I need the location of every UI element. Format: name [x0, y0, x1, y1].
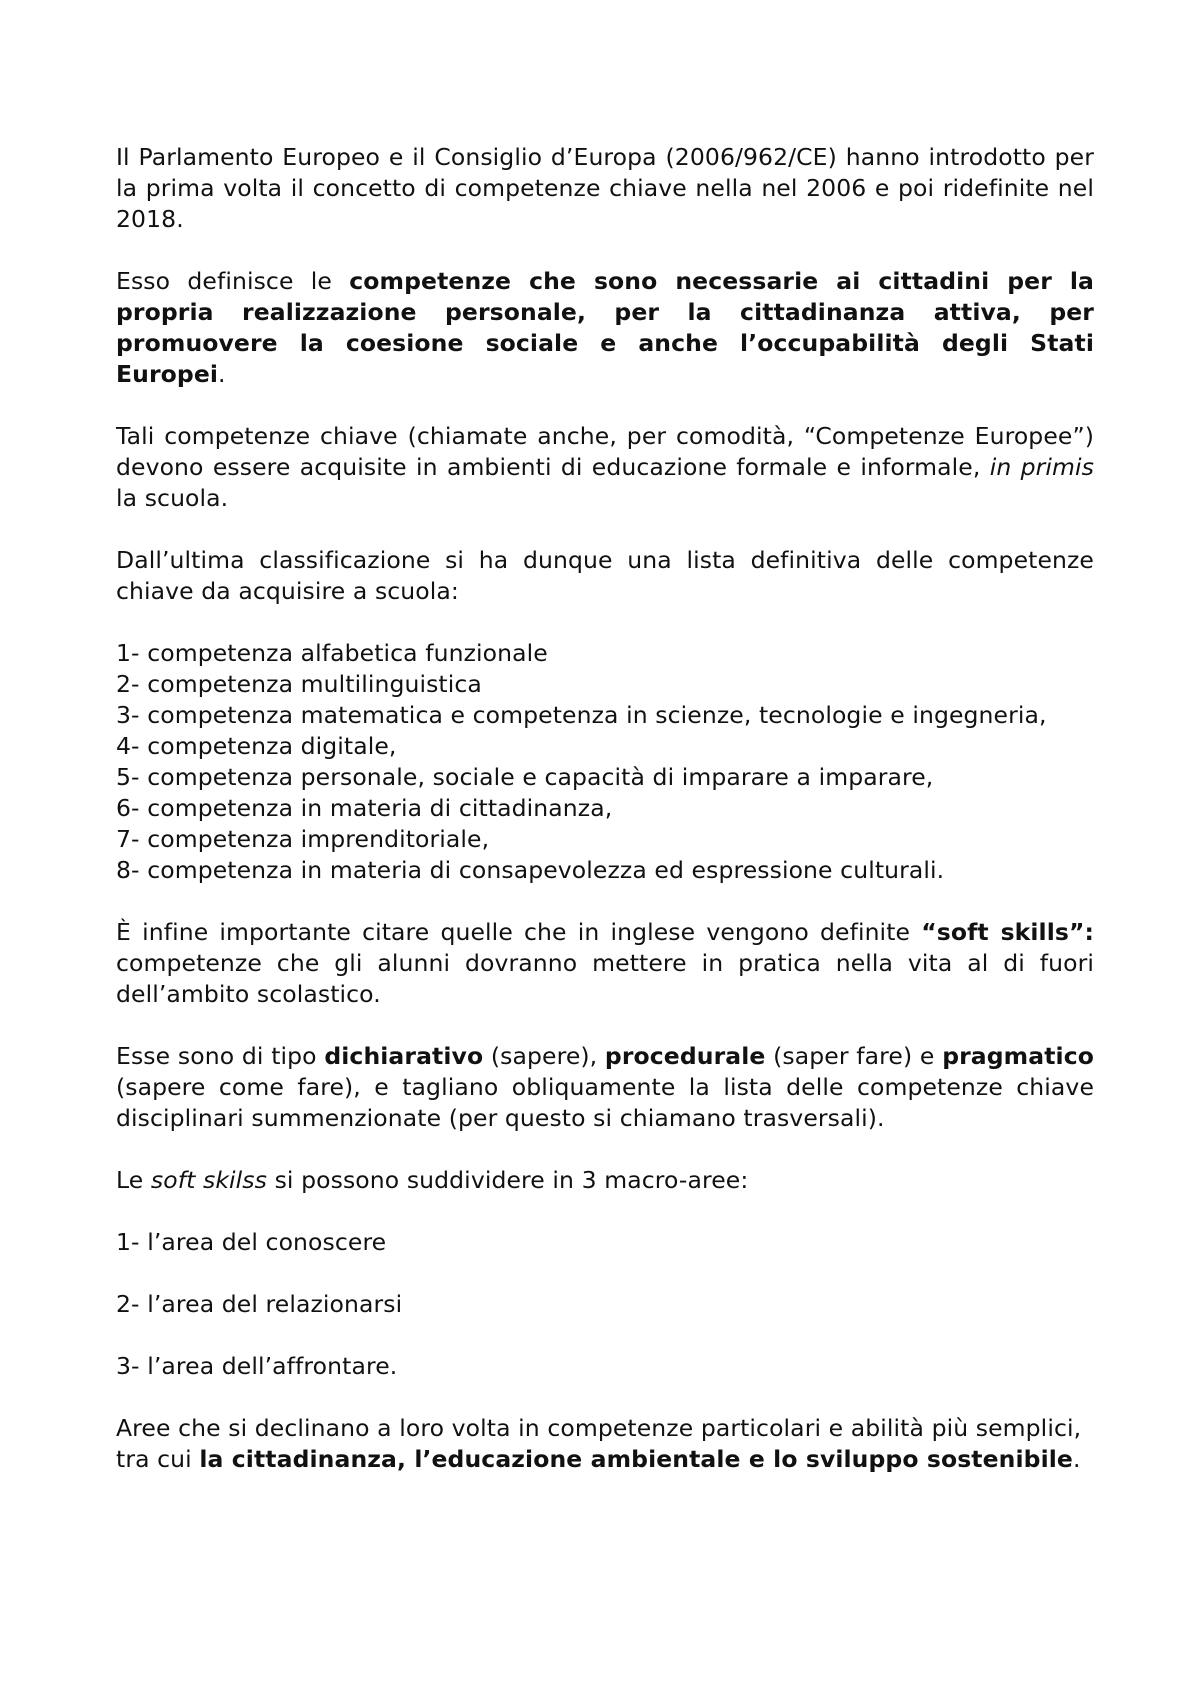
- definition-end: .: [218, 360, 226, 388]
- acquisition-lead: Tali competenze chiave (chiamate anche, per comodità, “Competenze Europee”) devono essere acquisite in ambienti di educazione formale e informale,: [116, 422, 1094, 481]
- area-item: 1- l’area del conoscere: [116, 1228, 387, 1256]
- soft-skills-lead: È infine importante citare quelle che in inglese vengono definite: [116, 918, 922, 946]
- list-item: 6- competenza in materia di cittadinanza,: [116, 794, 613, 822]
- conclusion-lead: Aree che si declinano a loro volta in competenze particolari e abilità più semplici, tra cui: [116, 1414, 1082, 1473]
- macro-areas-lead: Le: [116, 1166, 151, 1194]
- paragraph-intro: Il Parlamento Europeo e il Consiglio d’Europa (2006/962/CE) hanno introdotto per la prima volta il concetto di competenze chiave nella nel 2006 e poi ridefinite nel 2018.: [116, 143, 1094, 233]
- list-item: 7- competenza imprenditoriale,: [116, 825, 490, 853]
- acquisition-end: la scuola.: [116, 484, 229, 512]
- conclusion-bold: la cittadinanza, l’educazione ambientale e lo sviluppo sostenibile: [199, 1445, 1073, 1473]
- area-item: 3- l’area dell’affrontare.: [116, 1352, 398, 1380]
- list-item: 1- competenza alfabetica funzionale: [116, 639, 548, 667]
- list-item: 5- competenza personale, sociale e capacità di imparare a imparare,: [116, 763, 934, 791]
- list-item: 8- competenza in materia di consapevolezza ed espressione culturali.: [116, 856, 945, 884]
- types-text-2: (sapere),: [483, 1042, 605, 1070]
- paragraph-types: [116, 1041, 1094, 1134]
- paragraph-soft-skills: [116, 917, 1094, 1010]
- list-item: 2- competenza multilinguistica: [116, 670, 482, 698]
- list-item: 4- competenza digitale,: [116, 732, 397, 760]
- acquisition-italic: in primis: [989, 453, 1094, 481]
- paragraph-macro-areas: [116, 1165, 1094, 1196]
- types-bold-1: dichiarativo: [324, 1042, 484, 1070]
- paragraph-acquisition: [116, 421, 1094, 514]
- types-text-4: (sapere come fare), e tagliano obliquamente la lista delle competenze chiave disciplinari summenzionate (per questo si chiamano trasversali).: [116, 1073, 1094, 1132]
- area-item: 2- l’area del relazionarsi: [116, 1290, 403, 1318]
- macro-areas-end: si possono suddividere in 3 macro-aree:: [267, 1166, 749, 1194]
- paragraph-definition: [116, 266, 1094, 390]
- types-text-1: Esse sono di tipo: [116, 1042, 325, 1070]
- definition-lead: Esso definisce le: [116, 267, 350, 295]
- types-text-3: (saper fare) e: [765, 1042, 943, 1070]
- soft-skills-bold: “soft skills”:: [921, 918, 1094, 946]
- types-bold-2: procedurale: [604, 1042, 766, 1070]
- document-page: [116, 142, 1094, 1475]
- paragraph-classification: Dall’ultima classificazione si ha dunque una lista definitiva delle competenze chiave da acquisire a scuola:: [116, 546, 1094, 605]
- list-item: 3- competenza matematica e competenza in scienze, tecnologie e ingegneria,: [116, 701, 1047, 729]
- competences-list: [116, 638, 1094, 886]
- conclusion-end: .: [1072, 1445, 1081, 1473]
- macro-areas-italic: soft skilss: [150, 1166, 267, 1194]
- definition-bold: competenze che sono necessarie ai cittadini per la propria realizzazione personale, per la cittadinanza attiva, per promuovere la coesione sociale e anche l’occupabilità degli Stati Europei: [116, 267, 1094, 388]
- paragraph-conclusion: [116, 1413, 1094, 1475]
- soft-skills-end: competenze che gli alunni dovranno mettere in pratica nella vita al di fuori dell’ambito scolastico.: [116, 949, 1094, 1008]
- types-bold-3: pragmatico: [942, 1042, 1094, 1070]
